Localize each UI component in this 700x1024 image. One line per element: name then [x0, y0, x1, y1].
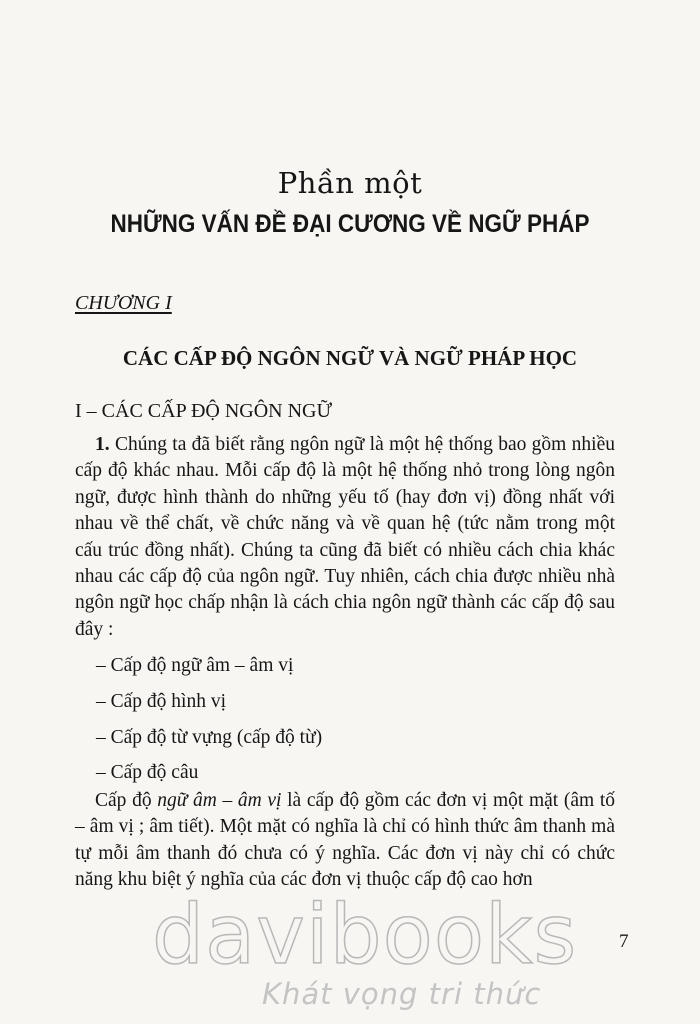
list-item: – Cấp độ câu	[96, 762, 199, 783]
paragraph-2-text: là cấp độ gồm các đơn vị một mặt (âm tố – âm vị ; âm tiết). Một mặt có nghĩa là chỉ có hình thức âm thanh mà tự mỗi âm thanh đó chưa có ý nghĩa. Các đơn vị này chỉ có chức năng khu biệt ý nghĩa của các đơn vị thuộc cấp độ cao hơn	[75, 790, 615, 891]
chapter-label: CHƯƠNG I	[75, 292, 172, 314]
section-title: I – CÁC CẤP ĐỘ NGÔN NGỮ	[75, 400, 333, 422]
chapter-title: CÁC CẤP ĐỘ NGÔN NGỮ VÀ NGỮ PHÁP HỌC	[122, 346, 578, 370]
watermark-tagline: Khát vọng tri thức	[262, 977, 542, 1011]
paragraph-number: 1.	[95, 434, 110, 455]
list-item: – Cấp độ hình vị	[96, 691, 226, 712]
part-label: Phần một	[277, 166, 423, 200]
paragraph-1-text: Chúng ta đã biết rằng ngôn ngữ là một hệ thống bao gồm nhiều cấp độ khác nhau. Mỗi cấp độ là một hệ thống nhỏ trong lòng ngôn ngữ, được hình thành do những yếu tố (hay đơn vị) đồng nhất với nhau về thể chất, về chức năng và về quan hệ (tức nằm trong một cấu trúc đồng nhất). Chúng ta cũng đã biết có nhiều cách chia khác nhau các cấp độ của ngôn ngữ. Tuy nhiên, cách chia được nhiều nhà ngôn ngữ học chấp nhận là cách chia ngôn ngữ thành các cấp độ sau đây :	[75, 434, 615, 640]
page-number: 7	[619, 931, 629, 952]
paragraph-1	[75, 432, 615, 643]
list-item: – Cấp độ ngữ âm – âm vị	[96, 655, 294, 676]
part-title: NHỮNG VẤN ĐỀ ĐẠI CƯƠNG VỀ NGỮ PHÁP	[110, 210, 590, 238]
paragraph-2	[75, 788, 615, 894]
paragraph-2-lead: Cấp độ	[95, 790, 158, 811]
paragraph-2-term: ngữ âm – âm vị	[157, 790, 282, 811]
watermark-logo: davibooks	[152, 888, 578, 983]
list-item: – Cấp độ từ vựng (cấp độ từ)	[96, 727, 323, 748]
